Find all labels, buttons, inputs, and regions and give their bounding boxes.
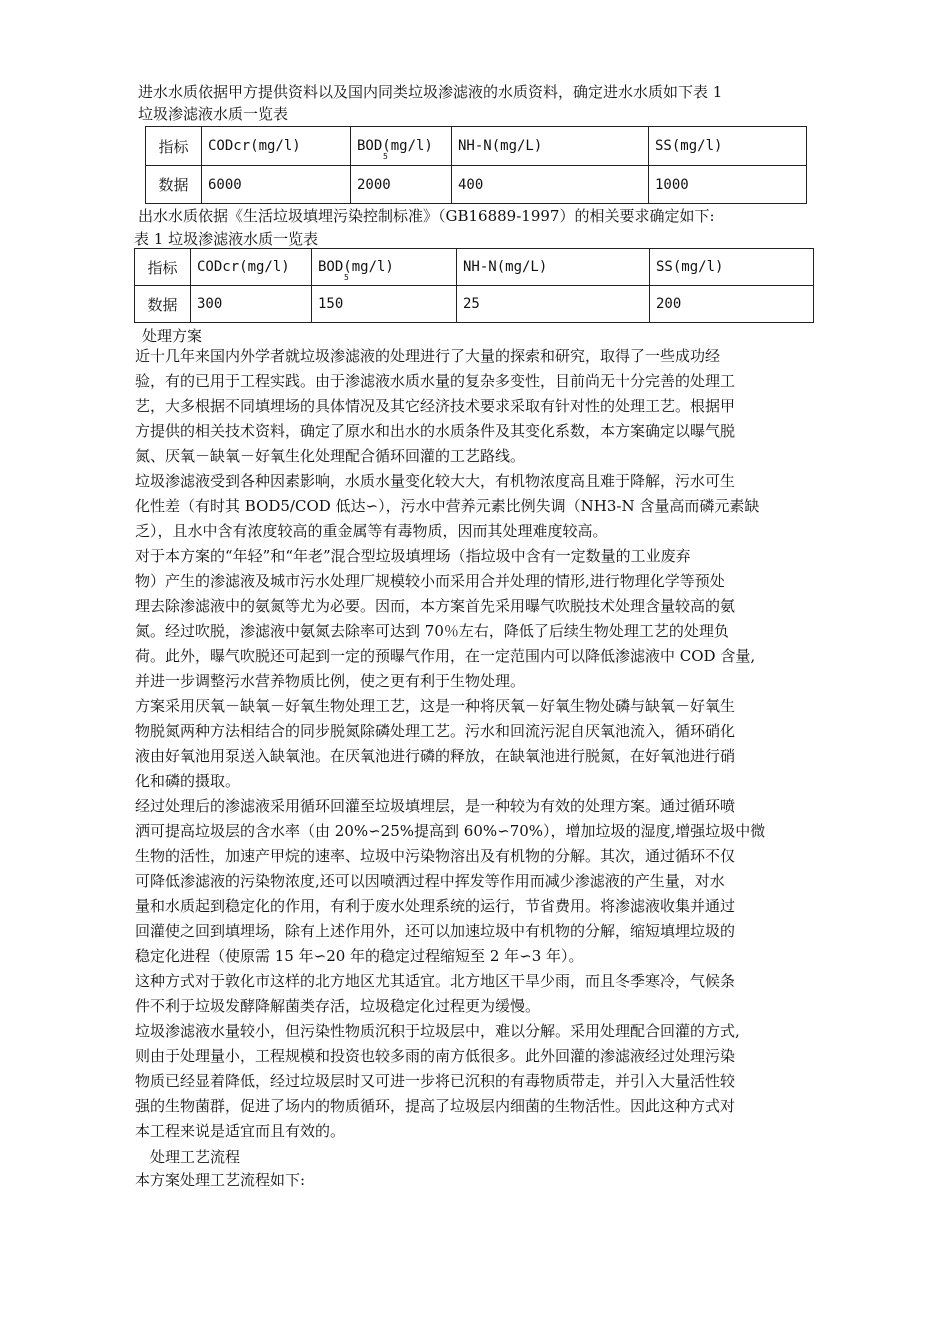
paragraph-line: 强的生物菌群，促进了场内的物质循环，提高了垃圾层内细菌的生物活性。因此这种方式对	[135, 1097, 736, 1115]
paragraph-4	[135, 694, 825, 794]
paragraph-6	[135, 969, 825, 1019]
paragraph-line: 件不利于垃圾发酵降解菌类存活，垃圾稳定化过程更为缓慢。	[135, 997, 541, 1015]
bod-subscript: 5	[344, 273, 349, 282]
paragraph-line: 验，有的已用于工程实践。由于渗滤液水质水量的复杂多变性，目前尚无十分完善的处理工	[135, 372, 736, 390]
paragraph-line: 近十几年来国内外学者就垃圾渗滤液的处理进行了大量的探索和研究，取得了一些成功经	[135, 347, 721, 365]
paragraph-line: 并进一步调整污水营养物质比例，使之更有利于生物处理。	[135, 672, 526, 690]
table-header-row	[146, 127, 807, 166]
table-cell: 300	[191, 286, 312, 323]
section-heading-scheme: 处理方案	[142, 327, 203, 345]
paragraph-line: 艺，大多根据不同填埋场的具体情况及其它经济技术要求采取有针对性的处理工艺。根据甲	[135, 397, 736, 415]
table-cell: 数据	[146, 166, 202, 204]
paragraph-line: 回灌使之回到填埋场，除有上述作用外，还可以加速垃圾中有机物的分解，缩短填埋垃圾的	[135, 922, 736, 940]
inlet-quality-table	[145, 126, 807, 204]
paragraph-line: 洒可提高垃圾层的含水率（由 20%∽25%提高到 60%∽70%），增加垃圾的湿度,增强垃圾中微	[135, 822, 766, 840]
paragraph-5	[135, 794, 825, 969]
section-heading-process: 处理工艺流程	[150, 1148, 241, 1166]
outlet-line-2: 表 1 垃圾渗滤液水质一览表	[134, 230, 319, 248]
paragraph-line: 乏），且水中含有浓度较高的重金属等有毒物质，因而其处理难度较高。	[135, 522, 608, 540]
closing-line: 本方案处理工艺流程如下:	[135, 1171, 306, 1189]
paragraph-line: 物）产生的渗滤液及城市污水处理厂规模较小而采用合并处理的情形,进行物理化学等预处	[135, 572, 725, 590]
paragraph-line: 生物的活性，加速产甲烷的速率、垃圾中污染物溶出及有机物的分解。其次，通过循环不仅	[135, 847, 736, 865]
paragraph-line: 化和磷的摄取。	[135, 772, 241, 790]
table-cell: SS(mg/l)	[650, 249, 814, 286]
paragraph-line: 量和水质起到稳定化的作用，有利于废水处理系统的运行，节省费用。将渗滤液收集并通过	[135, 897, 736, 915]
table-row	[135, 286, 814, 323]
paragraph-line: 荷。此外，曝气吹脱还可起到一定的预曝气作用，在一定范围内可以降低渗滤液中 COD 含量,	[135, 647, 756, 665]
table-cell: 2000	[351, 166, 452, 204]
table-cell: SS(mg/l)	[649, 127, 807, 166]
table-cell: CODcr(mg/l)	[202, 127, 351, 166]
paragraph-line: 物脱氮两种方法相结合的同步脱氮除磷处理工艺。污水和回流污泥自厌氧池流入，循环硝化	[135, 722, 736, 740]
paragraph-line: 垃圾渗滤液水量较小，但污染性物质沉积于垃圾层中，难以分解。采用处理配合回灌的方式,	[135, 1022, 740, 1040]
table-cell: 200	[650, 286, 814, 323]
table-header-row	[135, 249, 814, 286]
paragraph-line: 理去除渗滤液中的氨氮等尤为必要。因而，本方案首先采用曝气吹脱技术处理含量较高的氨	[135, 597, 736, 615]
table-cell: 6000	[202, 166, 351, 204]
paragraph-line: 经过处理后的渗滤液采用循环回灌至垃圾填埋层，是一种较为有效的处理方案。通过循环喷	[135, 797, 736, 815]
table-cell: CODcr(mg/l)	[191, 249, 312, 286]
paragraph-line: 方提供的相关技术资料，确定了原水和出水的水质条件及其变化系数，本方案确定以曝气脱	[135, 422, 736, 440]
bod-subscript: 5	[383, 152, 388, 161]
table-cell: 数据	[135, 286, 191, 323]
table-cell: 指标	[146, 127, 202, 166]
paragraph-line: 化性差（有时其 BOD5/COD 低达∽），污水中营养元素比例失调（NH3-N 含量高而磷元素缺	[135, 497, 760, 515]
paragraph-line: 氮。经过吹脱，渗滤液中氨氮去除率可达到 70％左右，降低了后续生物处理工艺的处理负	[135, 622, 729, 640]
table-cell: 400	[452, 166, 649, 204]
intro-line-2: 垃圾渗滤液水质一览表	[138, 105, 289, 123]
bod-label: BOD(mg/l)	[318, 259, 394, 275]
paragraph-line: 则由于处理量小，工程规模和投资也较多雨的南方低很多。此外回灌的渗滤液经过处理污染	[135, 1047, 736, 1065]
bod-label: BOD(mg/l)	[357, 138, 433, 154]
outlet-quality-table	[134, 248, 814, 323]
paragraph-line: 本工程来说是适宜而且有效的。	[135, 1122, 346, 1140]
intro-line-1: 进水水质依据甲方提供资料以及国内同类垃圾渗滤液的水质资料，确定进水水质如下表 1	[138, 83, 723, 101]
table-cell: 150	[312, 286, 457, 323]
paragraph-3	[135, 544, 825, 694]
paragraph-2	[135, 469, 825, 544]
paragraph-1	[135, 344, 825, 469]
table-cell: 指标	[135, 249, 191, 286]
table-cell	[351, 127, 452, 166]
paragraph-line: 这种方式对于敦化市这样的北方地区尤其适宜。北方地区干旱少雨，而且冬季寒冷，气候条	[135, 972, 736, 990]
outlet-line-1: 出水水质依据《生活垃圾填埋污染控制标准》（GB16889-1997）的相关要求确定如下:	[138, 207, 715, 225]
paragraph-line: 对于本方案的“年轻”和“年老”混合型垃圾填埋场（指垃圾中含有一定数量的工业废弃	[135, 547, 691, 565]
table-cell	[312, 249, 457, 286]
paragraph-line: 可降低渗滤液的污染物浓度,还可以因喷洒过程中挥发等作用而减少渗滤液的产生量，对水	[135, 872, 725, 890]
paragraph-line: 垃圾渗滤液受到各种因素影响，水质水量变化较大大，有机物浓度高且难于降解，污水可生	[135, 472, 736, 490]
paragraph-line: 物质已经显着降低，经过垃圾层时又可进一步将已沉积的有毒物质带走，并引入大量活性较	[135, 1072, 736, 1090]
table-row	[146, 166, 807, 204]
table-cell: 1000	[649, 166, 807, 204]
table-cell: NH-N(mg/L)	[457, 249, 650, 286]
paragraph-line: 液由好氧池用泵送入缺氧池。在厌氧池进行磷的释放，在缺氧池进行脱氮，在好氧池进行硝	[135, 747, 736, 765]
paragraph-line: 稳定化进程（使原需 15 年∽20 年的稳定过程缩短至 2 年∽3 年）。	[135, 947, 584, 965]
paragraph-7	[135, 1019, 825, 1144]
table-cell: NH-N(mg/L)	[452, 127, 649, 166]
paragraph-line: 方案采用厌氧－缺氧－好氧生物处理工艺，这是一种将厌氧－好氧生物处磷与缺氧－好氧生	[135, 697, 736, 715]
paragraph-line: 氮、厌氧－缺氧－好氧生化处理配合循环回灌的工艺路线。	[135, 447, 526, 465]
table-cell: 25	[457, 286, 650, 323]
